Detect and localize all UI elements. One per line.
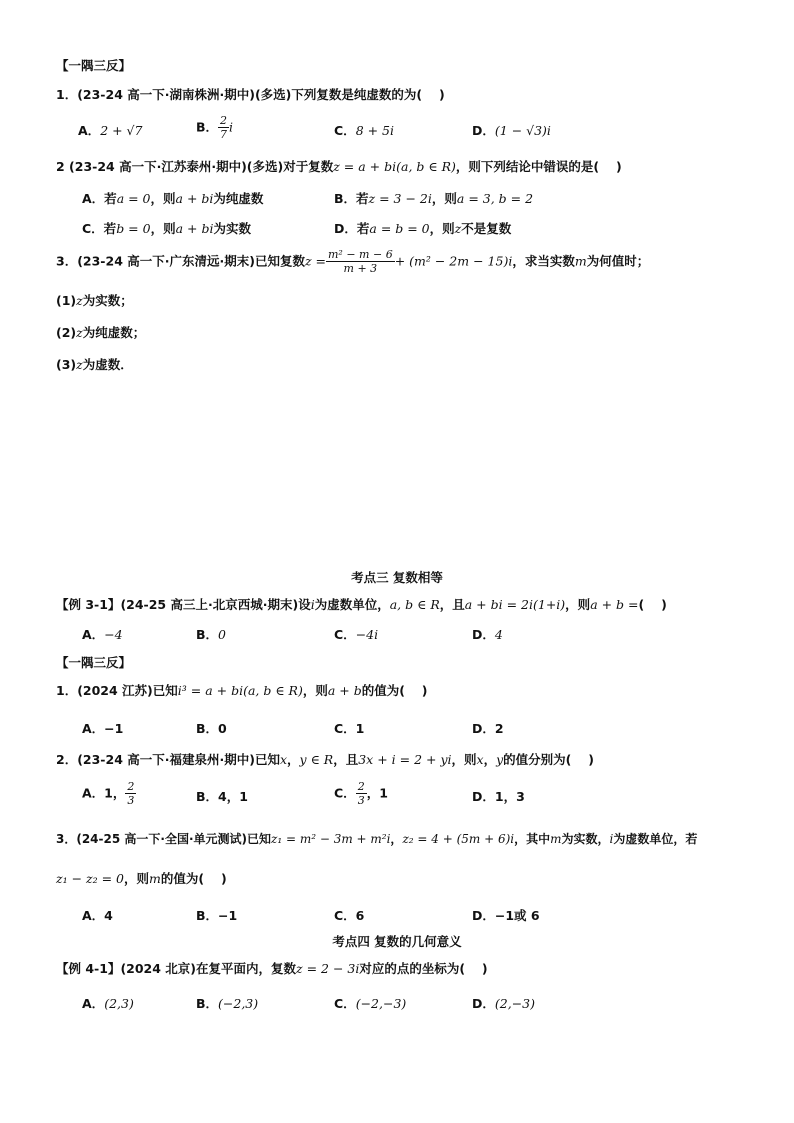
question-1-stem: 1．(23-24 高一下·湖南株洲·期中)(多选)下列复数是纯虚数的为( ) <box>56 87 445 102</box>
option-d: D．−1或 6 <box>472 908 540 923</box>
option-a: A．−4 <box>82 627 123 642</box>
question-2-stem: 2 (23-24 高一下·江苏泰州·期中)(多选)对于复数z = a + bi(a, b ∈ R)，则下列结论中错误的是( ) <box>56 159 622 174</box>
option-d: D．2 <box>472 721 504 736</box>
option-b: B．0 <box>196 721 227 736</box>
option-d: D．4 <box>472 627 503 642</box>
question-3-stem: 3．(23-24 高一下·广东清远·期末)已知复数z = $\frac{\text{m² − m − 6}}{m + 3}$ + (m² − 2m − 15)i，求当实数m为何值时； <box>56 248 650 275</box>
option-c: C．6 <box>334 908 365 923</box>
section-header: 【一隅三反】 <box>56 655 132 670</box>
option-b: B．(−2,3) <box>196 996 259 1011</box>
option-a: A．若a = 0，则a + bi为纯虚数 <box>82 191 264 206</box>
option-b: B．0 <box>196 627 226 642</box>
part-1: (1)z为实数； <box>56 293 133 308</box>
option-b: B．若z = 3 − 2i，则a = 3, b = 2 <box>334 191 534 206</box>
section-title: 考点四 复数的几何意义 <box>332 934 462 949</box>
option-b: B． $\frac{2}{7}$ i <box>196 114 234 141</box>
option-d: D．1，3 <box>472 789 525 804</box>
option-a: A．(2,3) <box>82 996 134 1011</box>
section-title: 考点三 复数相等 <box>351 570 443 585</box>
option-c: C．若b = 0，则a + bi为实数 <box>82 221 251 236</box>
option-c: C．−4i <box>334 627 379 642</box>
example-4-1-stem: 【例 4-1】(2024 北京)在复平面内，复数z = 2 − 3i对应的点的坐标为( ) <box>56 961 488 976</box>
part-2: (2)z为纯虚数； <box>56 325 146 340</box>
option-b: B．4，1 <box>196 789 248 804</box>
option-d: D．(2,−3) <box>472 996 535 1011</box>
option-c: C．1 <box>334 721 365 736</box>
option-d: D．(1 − √3)i <box>472 123 551 138</box>
question-2-stem: 2．(23-24 高一下·福建泉州·期中)已知x，y ∈ R，且3x + i = 2 + yi，则x，y的值分别为( ) <box>56 752 594 767</box>
option-c: C．(−2,−3) <box>334 996 407 1011</box>
option-d: D．若a = b = 0，则z不是复数 <box>334 221 512 236</box>
option-a: A．−1 <box>82 721 124 736</box>
option-c: C． $\frac{2}{3}$ ，1 <box>334 780 388 807</box>
question-1-stem: 1．(2024 江苏)已知i³ = a + bi(a, b ∈ R)，则a + b的值为( ) <box>56 683 428 698</box>
option-a: A．2 + √7 <box>78 123 143 138</box>
option-c: C．8 + 5i <box>334 123 395 138</box>
question-3-stem-cont: z₁ − z₂ = 0，则m的值为( ) <box>56 871 227 886</box>
option-a: A．4 <box>82 908 113 923</box>
section-header: 【一隅三反】 <box>56 58 132 73</box>
question-3-stem: 3．(24-25 高一下·全国·单元测试)已知z₁ = m² − 3m + m²i，z₂ = 4 + (5m + 6)i，其中m为实数，i为虚数单位，若 <box>56 832 698 846</box>
option-b: B．−1 <box>196 908 238 923</box>
part-3: (3)z为虚数． <box>56 357 133 372</box>
option-a: A．1， $\frac{2}{3}$ <box>82 780 135 807</box>
example-3-1-stem: 【例 3-1】(24-25 高三上·北京西城·期末)设i为虚数单位，a, b ∈ R，且a + bi = 2i(1+i)，则a + b =( ) <box>56 597 667 612</box>
